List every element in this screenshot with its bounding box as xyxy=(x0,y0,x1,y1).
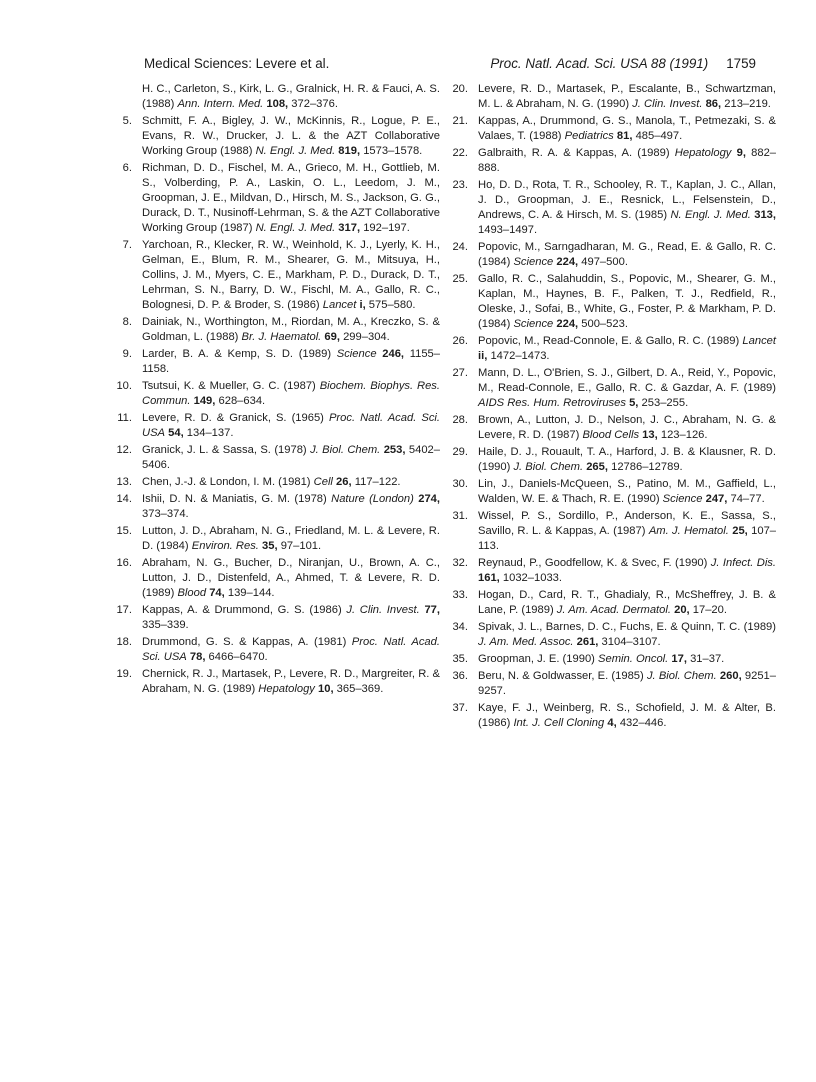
reference-number: 5. xyxy=(122,115,132,127)
reference-pages: 134–137. xyxy=(186,427,234,439)
reference-pages: 628–634. xyxy=(218,395,266,407)
reference-authors: Drummond, G. S. & Kappas, A. (1981) xyxy=(142,636,347,648)
reference-volume: 26, xyxy=(336,476,352,488)
reference-journal: Environ. Res. xyxy=(191,540,259,552)
reference-journal: J. Clin. Invest. xyxy=(632,98,703,110)
reference-journal: Blood Cells xyxy=(582,429,640,441)
reference-authors: Richman, D. D., Fischel, M. A., Grieco, M. H., Gottlieb, M. S., Volberding, P. A., Laskin, O. L., Leedom, J. M., Groopman, J. E., Mildvan, D., Hirsch, M. S., Jackson, G. G., Durack, D. T., Nusinoff-Lehrman, S. & the AZT Collaborative Working Group (1987) xyxy=(142,162,440,234)
reference-number: 27. xyxy=(452,367,468,379)
reference-authors: Popovic, M., Read-Connole, E. & Gallo, R. C. (1989) xyxy=(478,335,740,347)
reference-pages: 1573–1578. xyxy=(363,145,423,157)
journal-citation: Proc. Natl. Acad. Sci. USA 88 (1991) xyxy=(490,56,709,71)
reference-number: 10. xyxy=(116,380,132,392)
reference-journal: Science xyxy=(662,493,703,505)
reference-number: 36. xyxy=(452,670,468,682)
reference-item xyxy=(110,475,440,490)
reference-pages: 107–113. xyxy=(478,525,777,552)
reference-journal: N. Engl. J. Med. xyxy=(255,222,336,234)
reference-volume: ii, xyxy=(478,350,488,362)
reference-journal: Hepatology xyxy=(258,683,315,695)
reference-item xyxy=(110,635,440,665)
reference-number: 16. xyxy=(116,557,132,569)
reference-volume: 9, xyxy=(736,147,746,159)
reference-volume: 20, xyxy=(674,604,690,616)
reference-authors: Yarchoan, R., Klecker, R. W., Weinhold, K. J., Lyerly, K. H., Gelman, E., Blum, R. M., Shearer, G. M., Mitsuya, H., Collins, J. M., Myers, C. E., Markham, P. D., Durack, D. T., Lehrman, S. N., Barry, D. W., Fischl, M. A., Gallo, R. C., Bolognesi, D. P. & Broder, S. (1986) xyxy=(142,239,440,311)
reference-journal: N. Engl. J. Med. xyxy=(255,145,336,157)
reference-item xyxy=(446,240,776,270)
reference-journal: J. Infect. Dis. xyxy=(710,557,777,569)
reference-authors: Tsutsui, K. & Mueller, G. C. (1987) xyxy=(142,380,316,392)
reference-pages: 497–500. xyxy=(581,256,628,268)
reference-journal: Proc. Natl. Acad. Sci. USA xyxy=(142,412,441,439)
reference-item xyxy=(446,477,776,507)
reference-authors: Reynaud, P., Goodfellow, K. & Svec, F. (1990) xyxy=(478,557,708,569)
reference-pages: 1032–1033. xyxy=(502,572,562,584)
reference-item xyxy=(446,82,776,112)
reference-number: 33. xyxy=(452,589,468,601)
reference-item xyxy=(110,492,440,522)
reference-journal: Semin. Oncol. xyxy=(598,653,669,665)
reference-pages: 6466–6470. xyxy=(208,651,268,663)
reference-volume: 224, xyxy=(556,318,579,330)
reference-authors: Spivak, J. L., Barnes, D. C., Fuchs, E. & Quinn, T. C. (1989) xyxy=(478,621,776,633)
reference-authors: Chernick, R. J., Martasek, P., Levere, R. D., Margreiter, R. & Abraham, N. G. (1989) xyxy=(142,668,440,695)
reference-item xyxy=(110,524,440,554)
reference-volume: 274, xyxy=(418,493,441,505)
reference-number: 17. xyxy=(116,604,132,616)
reference-journal: Pediatrics xyxy=(564,130,614,142)
reference-volume: 261, xyxy=(576,636,599,648)
reference-item xyxy=(446,413,776,443)
reference-number: 19. xyxy=(116,668,132,680)
reference-item xyxy=(446,588,776,618)
reference-number: 20. xyxy=(452,83,468,95)
reference-item xyxy=(446,146,776,176)
reference-number: 9. xyxy=(122,348,132,360)
reference-authors: Gallo, R. C., Salahuddin, S., Popovic, M., Shearer, G. M., Kaplan, M., Haynes, B. F., Palken, T. J., Redfield, R., Oleske, J., Sofai, B., White, G., Foster, P. & Markham, P. D. (1984) xyxy=(478,273,776,330)
reference-volume: 819, xyxy=(338,145,361,157)
references-column-left xyxy=(110,82,440,699)
reference-pages: 432–446. xyxy=(619,717,667,729)
reference-number: 35. xyxy=(452,653,468,665)
reference-number: 8. xyxy=(122,316,132,328)
reference-volume: 77, xyxy=(424,604,441,616)
reference-journal: Blood xyxy=(177,587,207,599)
reference-item xyxy=(446,509,776,554)
reference-volume: 224, xyxy=(556,256,579,268)
reference-item xyxy=(110,556,440,601)
reference-authors: Kappas, A. & Drummond, G. S. (1986) xyxy=(142,604,342,616)
reference-item xyxy=(110,443,440,473)
reference-journal: J. Biol. Chem. xyxy=(646,670,717,682)
reference-pages: 253–255. xyxy=(641,397,689,409)
reference-item xyxy=(110,411,440,441)
reference-authors: Levere, R. D., Martasek, P., Escalante, B., Schwartzman, M. L. & Abraham, N. G. (1990) xyxy=(478,83,776,110)
reference-journal: Int. J. Cell Cloning xyxy=(513,717,605,729)
reference-pages: 74–77. xyxy=(730,493,765,505)
reference-item xyxy=(446,701,776,731)
reference-number: 31. xyxy=(452,510,468,522)
reference-authors: H. C., Carleton, S., Kirk, L. G., Gralnick, H. R. & Fauci, A. S. (1988) xyxy=(142,83,440,110)
reference-pages: 31–37. xyxy=(690,653,725,665)
reference-item xyxy=(446,178,776,238)
reference-volume: 69, xyxy=(324,331,340,343)
reference-volume: 313, xyxy=(754,209,777,221)
reference-pages: 500–523. xyxy=(581,318,628,330)
reference-pages: 97–101. xyxy=(280,540,322,552)
reference-pages: 1493–1497. xyxy=(478,224,538,236)
reference-authors: Lin, J., Daniels-McQueen, S., Patino, M. M., Gaffield, L., Walden, W. E. & Thach, R. E. (1990) xyxy=(478,478,776,505)
reference-volume: 247, xyxy=(705,493,728,505)
reference-authors: Haile, D. J., Rouault, T. A., Harford, J. B. & Klausner, R. D. (1990) xyxy=(478,446,776,473)
reference-journal: J. Am. Med. Assoc. xyxy=(478,636,574,648)
reference-pages: 9251–9257. xyxy=(478,670,777,697)
reference-number: 25. xyxy=(452,273,468,285)
reference-authors: Ishii, D. N. & Maniatis, G. M. (1978) xyxy=(142,493,327,505)
reference-number: 23. xyxy=(452,179,468,191)
reference-journal: Lancet xyxy=(742,335,776,347)
reference-number: 13. xyxy=(116,476,132,488)
reference-pages: 192–197. xyxy=(363,222,410,234)
reference-volume: 13, xyxy=(642,429,658,441)
reference-journal: Br. J. Haematol. xyxy=(241,331,322,343)
reference-pages: 17–20. xyxy=(692,604,727,616)
reference-pages: 365–369. xyxy=(336,683,384,695)
reference-journal: Ann. Intern. Med. xyxy=(177,98,264,110)
reference-number: 7. xyxy=(122,239,132,251)
reference-volume: 78, xyxy=(189,651,206,663)
reference-journal: Am. J. Hematol. xyxy=(648,525,729,537)
reference-item xyxy=(110,347,440,377)
reference-pages: 5402–5406. xyxy=(142,444,440,471)
reference-pages: 575–580. xyxy=(368,299,416,311)
reference-number: 21. xyxy=(452,115,468,127)
reference-authors: Kappas, A., Drummond, G. S., Manola, T., Petmezaki, S. & Valaes, T. (1988) xyxy=(478,115,776,142)
reference-authors: Wissel, P. S., Sordillo, P., Anderson, K. E., Sassa, S., Savillo, R. L. & Kappas, A. (1987) xyxy=(478,510,776,537)
reference-number: 26. xyxy=(452,335,468,347)
reference-journal: Science xyxy=(513,318,554,330)
reference-pages: 372–376. xyxy=(291,98,338,110)
reference-authors: Schmitt, F. A., Bigley, J. W., McKinnis, R., Logue, P. E., Evans, R. W., Drucker, J. L. & the AZT Collaborative Working Group (1988) xyxy=(142,115,440,157)
reference-pages: 335–339. xyxy=(142,619,189,631)
reference-number: 32. xyxy=(452,557,468,569)
reference-volume: 161, xyxy=(478,572,500,584)
reference-number: 12. xyxy=(116,444,132,456)
reference-pages: 485–497. xyxy=(635,130,683,142)
reference-volume: 317, xyxy=(338,222,361,234)
reference-journal: N. Engl. J. Med. xyxy=(670,209,751,221)
reference-number: 34. xyxy=(452,621,468,633)
reference-volume: 4, xyxy=(607,717,617,729)
reference-number: 37. xyxy=(452,702,468,714)
reference-authors: Beru, N. & Goldwasser, E. (1985) xyxy=(478,670,644,682)
reference-number: 11. xyxy=(117,412,132,424)
reference-journal: Cell xyxy=(313,476,333,488)
reference-volume: 108, xyxy=(266,98,289,110)
reference-item xyxy=(110,379,440,409)
reference-authors: Hogan, D., Card, R. T., Ghadialy, R., McSheffrey, J. B. & Lane, P. (1989) xyxy=(478,589,776,616)
reference-authors: Chen, J.-J. & London, I. M. (1981) xyxy=(142,476,311,488)
reference-journal: Biochem. Biophys. Res. Commun. xyxy=(142,380,441,407)
reference-journal: J. Clin. Invest. xyxy=(346,604,420,616)
reference-authors: Levere, R. D. & Granick, S. (1965) xyxy=(142,412,324,424)
reference-authors: Kaye, F. J., Weinberg, R. S., Schofield, J. M. & Alter, B. (1986) xyxy=(478,702,776,729)
reference-authors: Granick, J. L. & Sassa, S. (1978) xyxy=(142,444,307,456)
reference-volume: 35, xyxy=(262,540,278,552)
reference-volume: 81, xyxy=(616,130,633,142)
reference-number: 14. xyxy=(116,493,132,505)
reference-journal: Proc. Natl. Acad. Sci. USA xyxy=(142,636,440,663)
reference-number: 15. xyxy=(116,525,132,537)
reference-number: 28. xyxy=(452,414,468,426)
reference-journal: Hepatology xyxy=(674,147,732,159)
reference-item xyxy=(110,603,440,633)
reference-item xyxy=(110,238,440,313)
reference-volume: 265, xyxy=(586,461,608,473)
reference-item xyxy=(110,161,440,236)
reference-authors: Groopman, J. E. (1990) xyxy=(478,653,595,665)
page-number: 1759 xyxy=(726,56,756,71)
reference-volume: 5, xyxy=(629,397,639,409)
reference-item xyxy=(110,315,440,345)
reference-volume: 54, xyxy=(168,427,184,439)
reference-journal: AIDS Res. Hum. Retroviruses xyxy=(478,397,626,409)
reference-journal: J. Biol. Chem. xyxy=(310,444,381,456)
reference-journal: Science xyxy=(513,256,554,268)
reference-pages: 1155–1158. xyxy=(142,348,440,375)
reference-authors: Larder, B. A. & Kemp, S. D. (1989) xyxy=(142,348,332,360)
reference-volume: 25, xyxy=(732,525,748,537)
reference-item xyxy=(446,556,776,586)
reference-item xyxy=(446,334,776,364)
reference-volume: 149, xyxy=(193,395,216,407)
reference-number: 6. xyxy=(122,162,132,174)
running-head-section: Medical Sciences: Levere et al. xyxy=(144,56,330,71)
reference-volume: 10, xyxy=(318,683,334,695)
running-header xyxy=(0,56,816,78)
reference-volume: 86, xyxy=(705,98,722,110)
reference-pages: 882–888. xyxy=(478,147,777,174)
reference-number: 18. xyxy=(116,636,132,648)
reference-number: 30. xyxy=(452,478,468,490)
reference-item xyxy=(446,620,776,650)
reference-item xyxy=(446,366,776,411)
reference-pages: 299–304. xyxy=(343,331,390,343)
reference-authors: Popovic, M., Sarngadharan, M. G., Read, E. & Gallo, R. C. (1984) xyxy=(478,241,776,268)
reference-journal: J. Biol. Chem. xyxy=(513,461,584,473)
reference-volume: 246, xyxy=(382,348,405,360)
reference-volume: 17, xyxy=(671,653,687,665)
reference-authors: Galbraith, R. A. & Kappas, A. (1989) xyxy=(478,147,670,159)
reference-pages: 117–122. xyxy=(354,476,401,488)
reference-pages: 373–374. xyxy=(142,508,189,520)
reference-item xyxy=(446,669,776,699)
reference-item xyxy=(446,272,776,332)
running-head-journal xyxy=(490,56,756,71)
reference-item xyxy=(446,114,776,144)
reference-pages: 139–144. xyxy=(227,587,275,599)
reference-authors: Brown, A., Lutton, J. D., Nelson, J. C., Abraham, N. G. & Levere, R. D. (1987) xyxy=(478,414,776,441)
reference-pages: 213–219. xyxy=(724,98,771,110)
reference-volume: 260, xyxy=(719,670,742,682)
reference-authors: Abraham, N. G., Bucher, D., Niranjan, U., Brown, A. C., Lutton, J. D., Distenfeld, A., Ahmed, T. & Levere, R. D. (1989) xyxy=(142,557,440,599)
reference-journal: Nature (London) xyxy=(331,493,414,505)
reference-journal: Science xyxy=(336,348,377,360)
reference-authors: Lutton, J. D., Abraham, N. G., Friedland, M. L. & Levere, R. D. (1984) xyxy=(142,525,440,552)
reference-item xyxy=(110,667,440,697)
reference-pages: 3104–3107. xyxy=(601,636,661,648)
reference-authors: Mann, D. L., O'Brien, S. J., Gilbert, D. A., Reid, Y., Popovic, M., Read-Connole, E., Gallo, R. C. & Gazdar, A. F. (1989) xyxy=(478,367,776,394)
reference-item xyxy=(110,114,440,159)
reference-volume: i, xyxy=(359,299,366,311)
reference-pages: 123–126. xyxy=(660,429,708,441)
reference-authors: Dainiak, N., Worthington, M., Riordan, M. A., Kreczko, S. & Goldman, L. (1988) xyxy=(142,316,440,343)
reference-number: 29. xyxy=(452,446,468,458)
reference-pages: 12786–12789. xyxy=(611,461,683,473)
reference-authors: Ho, D. D., Rota, T. R., Schooley, R. T., Kaplan, J. C., Allan, J. D., Groopman, J. E., Resnick, L., Felsenstein, D., Andrews, C. A. & Hirsch, M. S. (1985) xyxy=(478,179,776,221)
reference-item xyxy=(446,445,776,475)
reference-number: 22. xyxy=(452,147,468,159)
reference-number: 24. xyxy=(452,241,468,253)
reference-volume: 74, xyxy=(209,587,225,599)
references-column-right xyxy=(446,82,776,733)
reference-item xyxy=(446,652,776,667)
reference-journal: J. Am. Acad. Dermatol. xyxy=(556,604,671,616)
reference-item xyxy=(110,82,440,112)
reference-pages: 1472–1473. xyxy=(490,350,550,362)
reference-journal: Lancet xyxy=(322,299,357,311)
reference-volume: 253, xyxy=(383,444,406,456)
